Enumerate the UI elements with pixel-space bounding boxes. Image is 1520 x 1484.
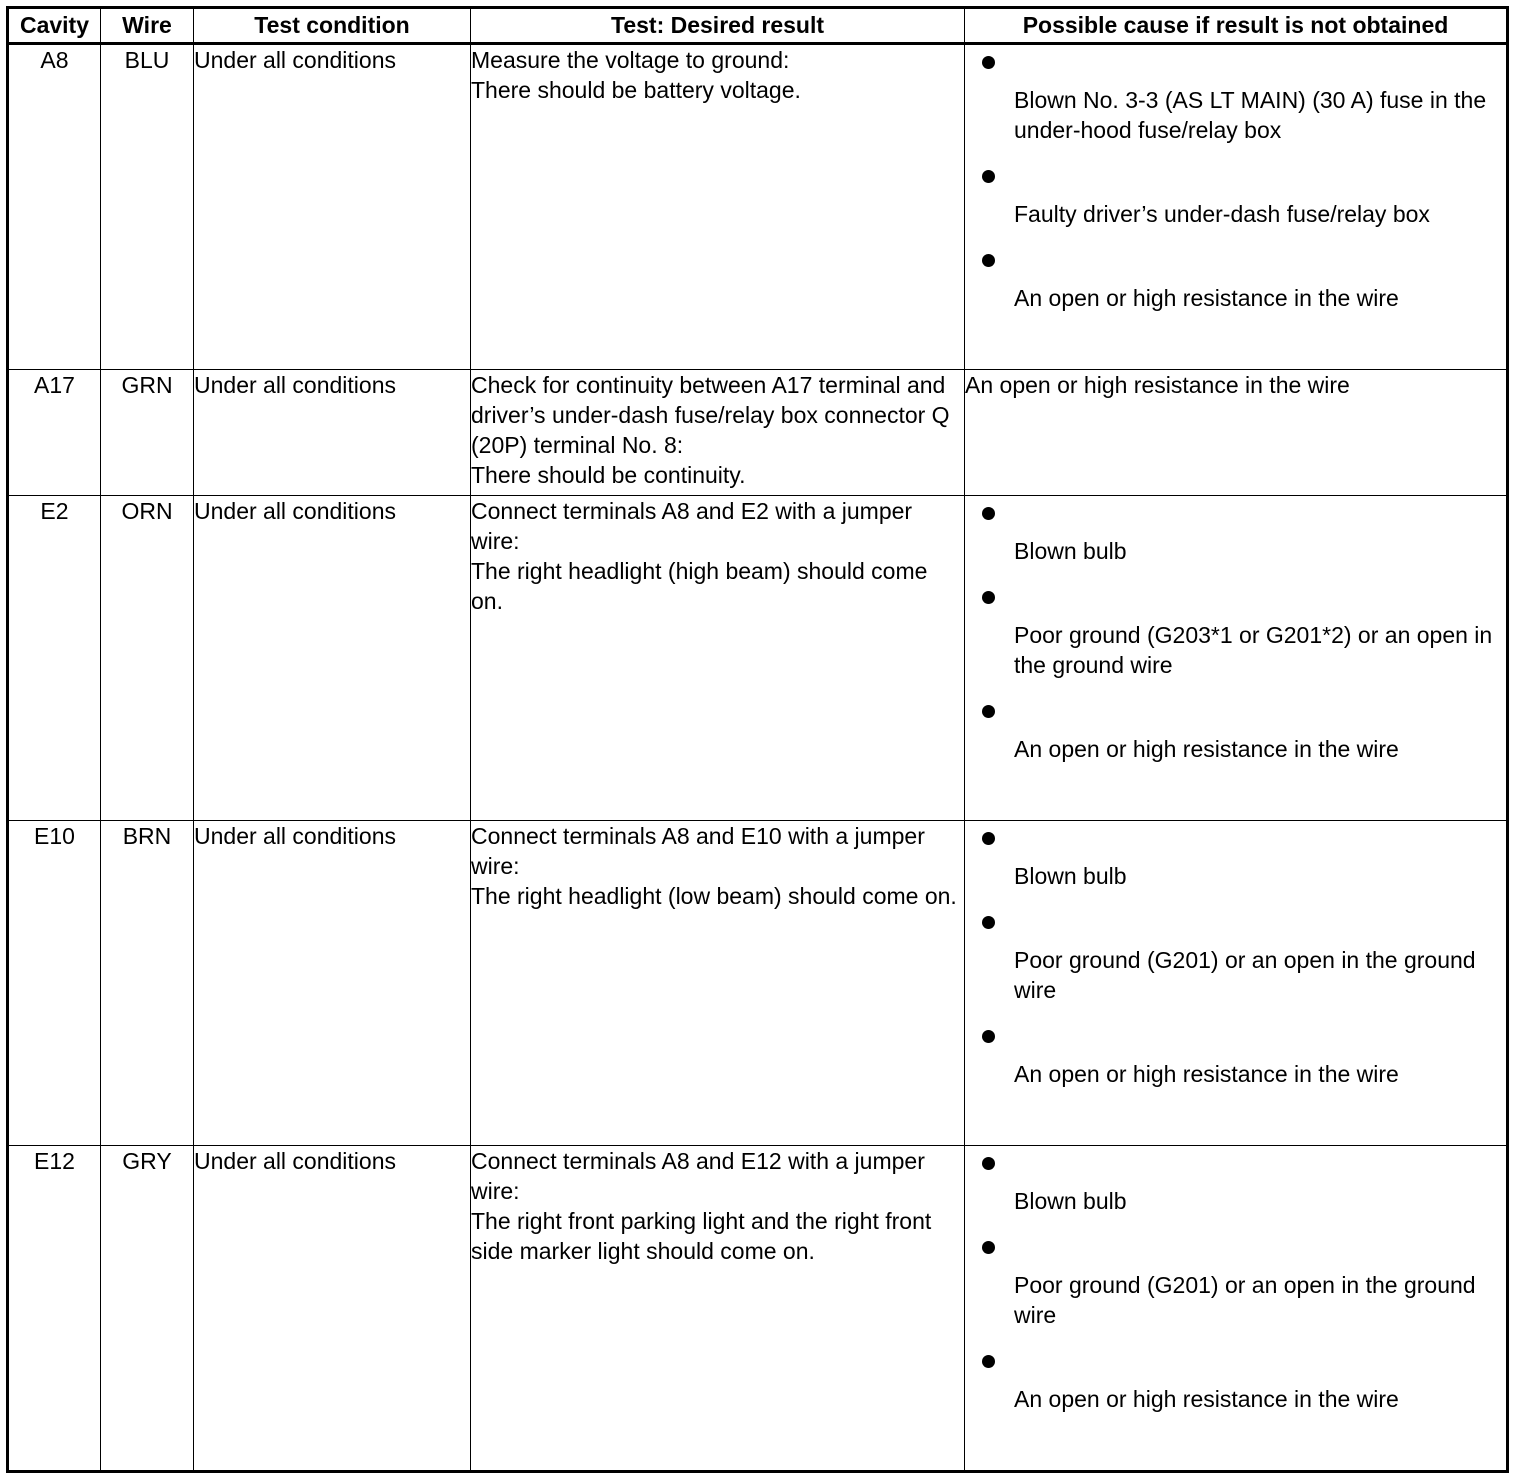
bullet-icon <box>982 1241 995 1254</box>
cause-text: An open or high resistance in the wire <box>1014 1061 1399 1087</box>
cause-text: Blown bulb <box>1014 538 1127 564</box>
wire-color-cell: ORN <box>101 496 194 821</box>
header-possible-cause: Possible cause if result is not obtained <box>965 8 1508 44</box>
cause-list-item <box>965 159 1506 243</box>
cause-list-item <box>965 821 1506 905</box>
test-line: The right headlight (low beam) should come on. <box>471 883 957 909</box>
bullet-icon <box>982 832 995 845</box>
cavity-cell: E10 <box>8 821 101 1146</box>
cavity-cell: A8 <box>8 44 101 370</box>
wire-color-cell: GRY <box>101 1146 194 1472</box>
table-row <box>8 370 1508 496</box>
cavity-cell: A17 <box>8 370 101 496</box>
test-line: The right headlight (high beam) should come on. <box>471 558 928 614</box>
bullet-icon <box>982 507 995 520</box>
test-line: Connect terminals A8 and E10 with a jumper wire: <box>471 823 925 879</box>
bullet-icon <box>982 1355 995 1368</box>
bullet-icon <box>982 916 995 929</box>
cause-list-item <box>965 580 1506 694</box>
test-desired-result-cell <box>471 1146 965 1472</box>
bullet-icon <box>982 254 995 267</box>
cause-list-item <box>965 694 1506 778</box>
cause-list-item <box>965 1019 1506 1103</box>
cavity-cell: E12 <box>8 1146 101 1472</box>
bullet-icon <box>982 705 995 718</box>
header-wire: Wire <box>101 8 194 44</box>
test-desired-result-cell <box>471 44 965 370</box>
possible-cause-cell <box>965 496 1508 821</box>
header-cavity: Cavity <box>8 8 101 44</box>
cause-text: An open or high resistance in the wire <box>965 372 1350 398</box>
cavity-cell: E2 <box>8 496 101 821</box>
table-row <box>8 44 1508 370</box>
cause-list-item <box>965 1344 1506 1428</box>
possible-cause-cell <box>965 370 1508 496</box>
header-test-condition: Test condition <box>194 8 471 44</box>
table-row <box>8 1146 1508 1472</box>
bullet-icon <box>982 591 995 604</box>
cause-list-item <box>965 496 1506 580</box>
possible-cause-cell <box>965 821 1508 1146</box>
table-row <box>8 496 1508 821</box>
test-line: There should be continuity. <box>471 462 746 488</box>
diagnostic-table <box>6 6 1509 1473</box>
cause-text: An open or high resistance in the wire <box>1014 1386 1399 1412</box>
bullet-icon <box>982 1030 995 1043</box>
wire-color-cell: BRN <box>101 821 194 1146</box>
test-desired-result-cell <box>471 496 965 821</box>
test-condition-cell: Under all conditions <box>194 1146 471 1472</box>
header-test-desired-result: Test: Desired result <box>471 8 965 44</box>
cause-text: Poor ground (G203*1 or G201*2) or an open in the ground wire <box>1014 622 1493 678</box>
test-line: Check for continuity between A17 terminal and driver’s under-dash fuse/relay box connector Q (20P) terminal No. 8: <box>471 372 950 458</box>
possible-cause-cell <box>965 44 1508 370</box>
test-condition-cell: Under all conditions <box>194 44 471 370</box>
cause-text: Faulty driver’s under-dash fuse/relay box <box>1014 201 1430 227</box>
wire-color-cell: GRN <box>101 370 194 496</box>
test-line: Measure the voltage to ground: <box>471 47 790 73</box>
cause-list-item <box>965 905 1506 1019</box>
cause-list-item <box>965 45 1506 159</box>
test-line: Connect terminals A8 and E12 with a jumper wire: <box>471 1148 925 1204</box>
cause-text: Blown bulb <box>1014 1188 1127 1214</box>
possible-cause-cell <box>965 1146 1508 1472</box>
bullet-icon <box>982 170 995 183</box>
cause-text: Blown bulb <box>1014 863 1127 889</box>
cause-list-item <box>965 1146 1506 1230</box>
table-body <box>8 44 1508 1472</box>
cause-text: Poor ground (G201) or an open in the ground wire <box>1014 1272 1476 1328</box>
test-condition-cell: Under all conditions <box>194 496 471 821</box>
cause-list-item <box>965 1230 1506 1344</box>
cause-text: Blown No. 3-3 (AS LT MAIN) (30 A) fuse in the under-hood fuse/relay box <box>1014 87 1487 143</box>
test-line: There should be battery voltage. <box>471 77 801 103</box>
header-row <box>8 8 1508 44</box>
bullet-icon <box>982 1157 995 1170</box>
wire-color-cell: BLU <box>101 44 194 370</box>
table-row <box>8 821 1508 1146</box>
cause-text: Poor ground (G201) or an open in the ground wire <box>1014 947 1476 1003</box>
test-desired-result-cell <box>471 821 965 1146</box>
test-desired-result-cell <box>471 370 965 496</box>
test-condition-cell: Under all conditions <box>194 370 471 496</box>
test-line: The right front parking light and the right front side marker light should come on. <box>471 1208 932 1264</box>
test-condition-cell: Under all conditions <box>194 821 471 1146</box>
cause-text: An open or high resistance in the wire <box>1014 736 1399 762</box>
test-line: Connect terminals A8 and E2 with a jumper wire: <box>471 498 913 554</box>
cause-list-item <box>965 243 1506 327</box>
cause-text: An open or high resistance in the wire <box>1014 285 1399 311</box>
bullet-icon <box>982 56 995 69</box>
